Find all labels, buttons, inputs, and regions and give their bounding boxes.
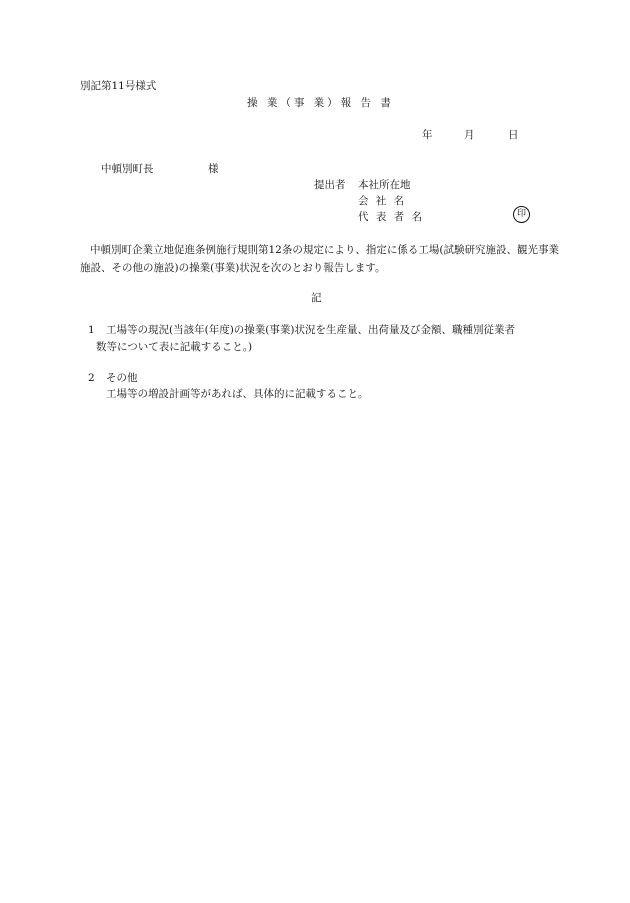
list-item	[88, 371, 138, 385]
date-month-label: 月	[464, 129, 475, 141]
item-title: その他	[106, 372, 138, 384]
item-number: 1	[88, 324, 95, 336]
seal-icon: 印	[513, 206, 530, 223]
body-paragraph: 中頓別町企業立地促進条例施行規則第12条の規定により、指定に係る工場(試験研究施設、観光事業施設、その他の施設)の操業(事業)状況を次のとおり報告します。	[80, 244, 559, 274]
address-label: 本社所在地	[358, 179, 411, 191]
item-text-line2: 数等について表に記載すること。)	[96, 341, 253, 353]
item-number: 2	[88, 372, 95, 384]
item-text-line1: 工場等の現況(当該年(年度)の操業(事業)状況を生産量、出荷量及び金額、職種別従業者	[106, 324, 515, 336]
item-description: 工場等の増設計画等があれば、具体的に記載すること。	[106, 388, 369, 400]
company-name-label: 会 社 名	[358, 195, 407, 207]
submitter-label: 提出者	[314, 179, 346, 191]
ki-heading: 記	[311, 292, 322, 304]
list-item	[88, 322, 558, 356]
form-number: 別記第11号様式	[80, 80, 157, 92]
document-title: 操 業（事 業）報 告 書	[247, 97, 394, 109]
representative-label: 代 表 者 名	[358, 211, 425, 223]
honorific: 様	[208, 163, 219, 175]
addressee: 中頓別町長	[101, 163, 154, 175]
date-year-label: 年	[422, 129, 433, 141]
date-day-label: 日	[508, 129, 519, 141]
